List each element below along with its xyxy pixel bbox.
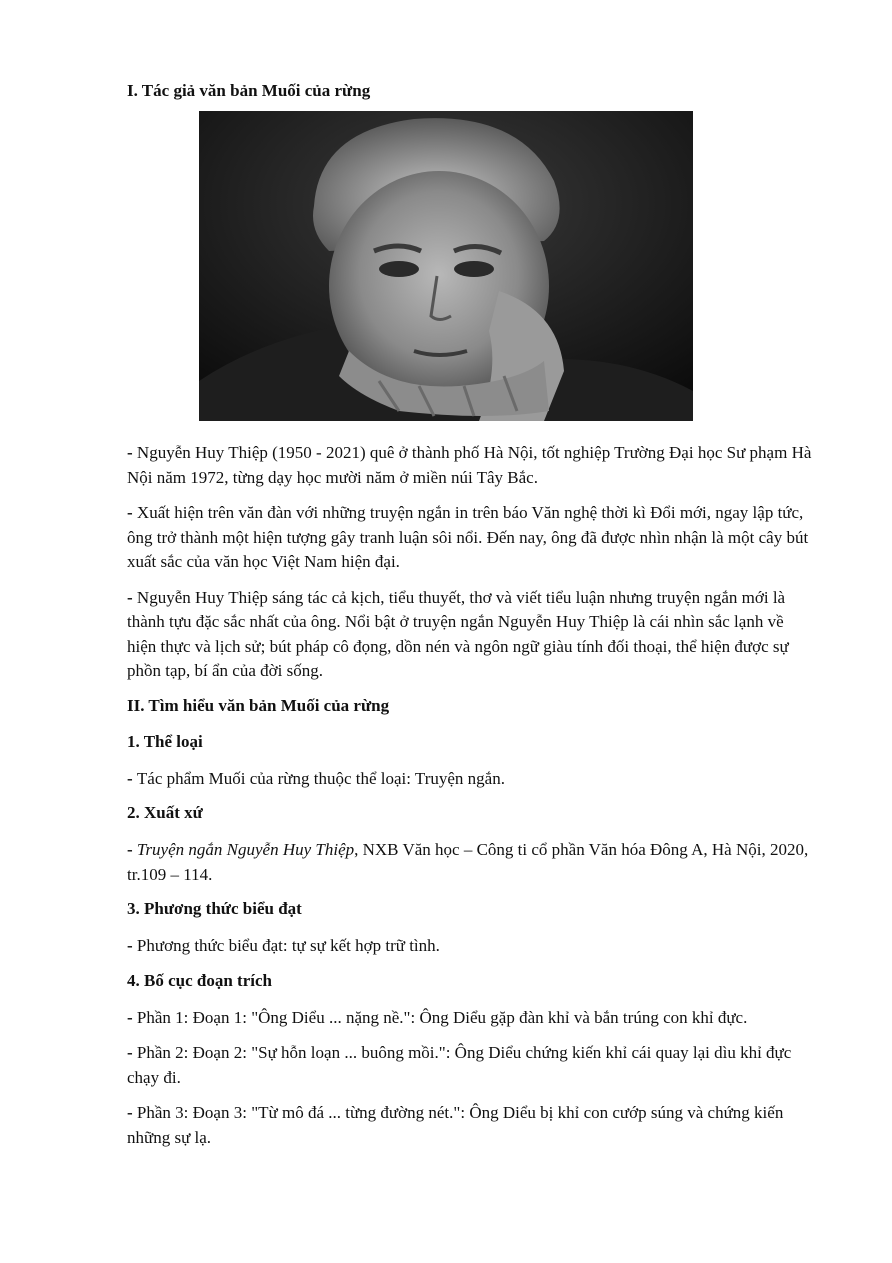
origin-text: - Truyện ngắn Nguyễn Huy Thiệp, NXB Văn học – Công ti cổ phần Văn hóa Đông A, Hà Nội, 2020, tr.109 – 114. xyxy=(127,840,809,884)
genre-text: - Tác phẩm Muối của rừng thuộc thể loại: Truyện ngắn. xyxy=(127,768,505,788)
structure-item-1: - Phần 1: Đoạn 1: "Ông Diểu ... nặng nề.": Ông Diểu gặp đàn khỉ và bắn trúng con khỉ đực. xyxy=(127,1007,748,1027)
document-page xyxy=(127,80,817,1161)
book-title: Truyện ngắn Nguyễn Huy Thiệp xyxy=(136,840,355,859)
expression-mode-heading: 3. Phương thức biểu đạt xyxy=(127,899,302,918)
author-portrait-photo xyxy=(199,111,693,421)
expression-mode-text: - Phương thức biểu đạt: tự sự kết hợp trữ tình. xyxy=(127,936,440,955)
author-paragraph-1: - Nguyễn Huy Thiệp (1950 - 2021) quê ở thành phố Hà Nội, tốt nghiệp Trường Đại học Sư phạm Hà Nội năm 1972, từng dạy học mười năm ở miền núi Tây Bắc. xyxy=(127,443,812,487)
genre-heading: 1. Thể loại xyxy=(127,731,203,751)
section-1-heading: I. Tác giả văn bản Muối của rừng xyxy=(127,81,371,100)
origin-heading: 2. Xuất xứ xyxy=(127,803,203,822)
author-paragraph-3: - Nguyễn Huy Thiệp sáng tác cả kịch, tiểu thuyết, thơ và viết tiểu luận nhưng truyện ngắn mới là thành tựu đặc sắc nhất của ông. Nổi bật ở truyện ngắn Nguyễn Huy Thiệp là cái nhìn sắc lạnh về hiện thực và lịch sử; bút pháp cô đọng, dồn nén và ngôn ngữ giàu tính đối thoại, thể hiện được sự phồn tạp, bí ẩn của đời sống. xyxy=(127,587,789,680)
structure-item-2: - Phần 2: Đoạn 2: "Sự hỗn loạn ... buông mồi.": Ông Diểu chứng kiến khỉ cái quay lại dìu khỉ đực chạy đi. xyxy=(127,1043,792,1087)
author-paragraph-2: - Xuất hiện trên văn đàn với những truyện ngắn in trên báo Văn nghệ thời kì Đổi mới, ngay lập tức, ông trở thành một hiện tượng gây tranh luận sôi nổi. Đến nay, ông đã được nhìn nhận là một cây bút xuất sắc của văn học Việt Nam hiện đại. xyxy=(127,503,809,571)
section-2-heading: II. Tìm hiểu văn bản Muối của rừng xyxy=(127,695,390,715)
structure-heading: 4. Bố cục đoạn trích xyxy=(127,970,272,990)
portrait-image xyxy=(199,111,693,421)
structure-item-3: - Phần 3: Đoạn 3: "Từ mô đá ... từng đường nét.": Ông Diểu bị khỉ con cướp súng và chứng kiến những sự lạ. xyxy=(127,1103,784,1147)
